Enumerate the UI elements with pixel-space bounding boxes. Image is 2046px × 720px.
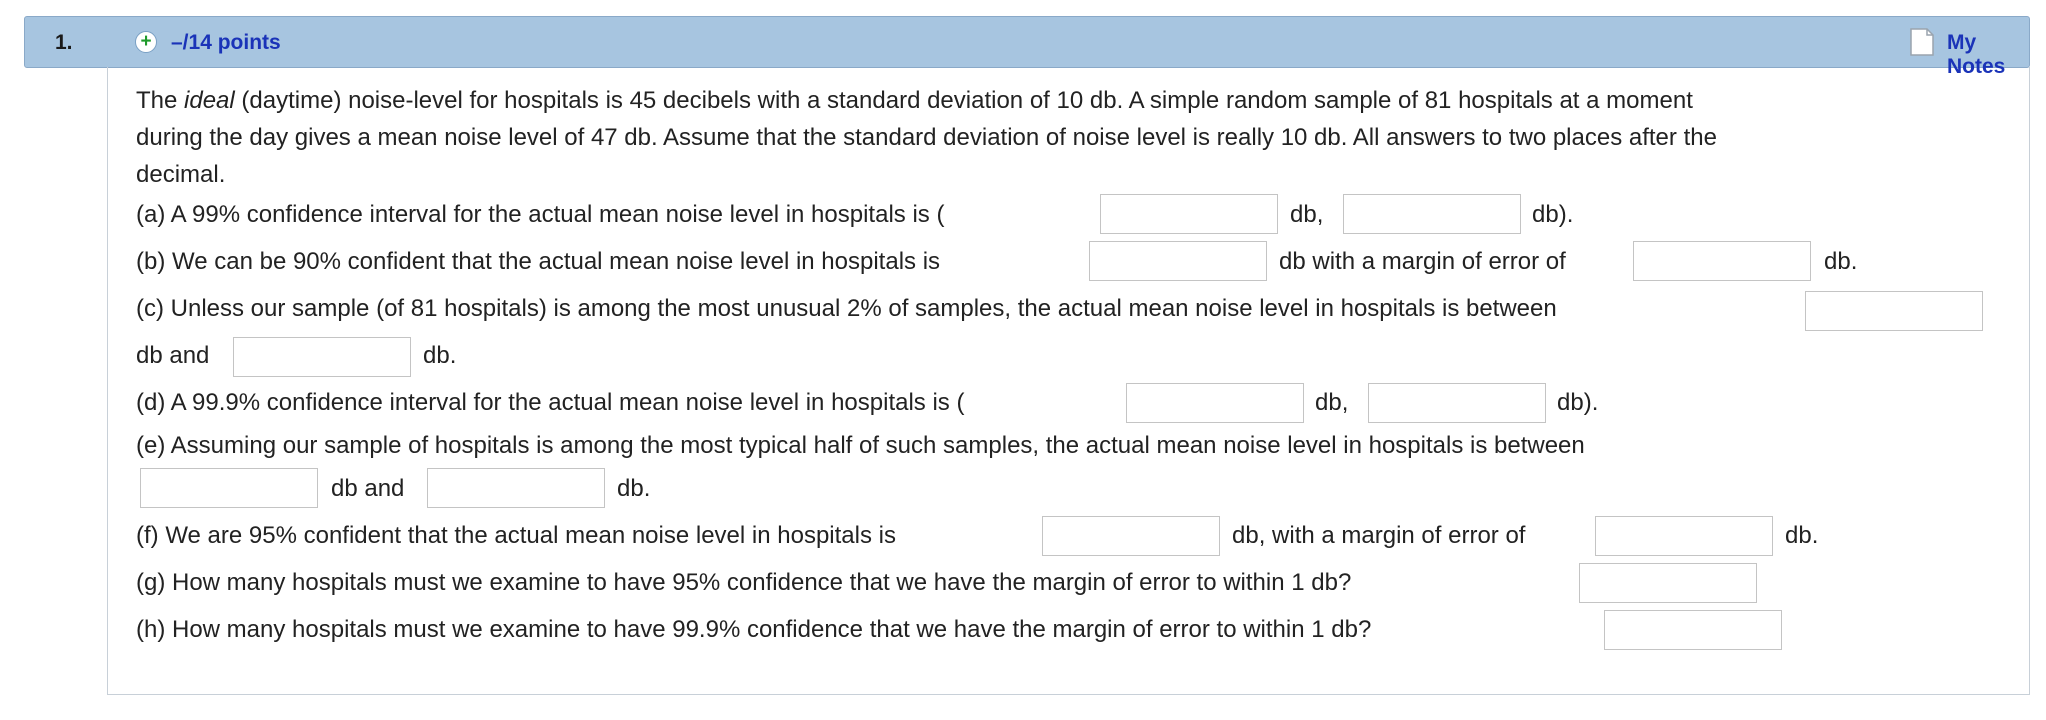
part-f-margin-input[interactable]: [1595, 516, 1773, 556]
part-b-mid: db with a margin of error of: [1279, 248, 1566, 275]
part-g-input[interactable]: [1579, 563, 1757, 603]
part-c-lower-input[interactable]: [1805, 291, 1983, 331]
part-e-end: db.: [617, 475, 651, 502]
part-a-upper-input[interactable]: [1343, 194, 1521, 234]
part-a-mid: db,: [1290, 201, 1324, 228]
part-b-margin-input[interactable]: [1633, 241, 1811, 281]
part-b-estimate-input[interactable]: [1089, 241, 1267, 281]
part-d-lower-input[interactable]: [1126, 383, 1304, 423]
part-e-lower-input[interactable]: [140, 468, 318, 508]
part-d-upper-input[interactable]: [1368, 383, 1546, 423]
intro-line-1: The ideal (daytime) noise-level for hospitals is 45 decibels with a standard deviation of 10 db. A simple random sample of 81 hospitals at a moment: [136, 87, 1693, 114]
part-g-text: (g) How many hospitals must we examine to have 95% confidence that we have the margin of error to within 1 db?: [136, 569, 1352, 596]
part-c-end: db.: [423, 342, 457, 369]
points-label[interactable]: –/14 points: [171, 31, 281, 54]
question-number: 1.: [55, 31, 73, 54]
part-a-lower-input[interactable]: [1100, 194, 1278, 234]
part-d-end: db).: [1557, 389, 1599, 416]
question-header: [24, 16, 2030, 78]
intro-line-3: decimal.: [136, 161, 226, 188]
part-h-input[interactable]: [1604, 610, 1782, 650]
part-e-mid: db and: [331, 475, 405, 502]
part-c-mid: db and: [136, 342, 210, 369]
part-c-upper-input[interactable]: [233, 337, 411, 377]
part-d-mid: db,: [1315, 389, 1349, 416]
expand-plus-icon[interactable]: +: [135, 31, 157, 53]
part-a-end: db).: [1532, 201, 1574, 228]
part-d-text: (d) A 99.9% confidence interval for the actual mean noise level in hospitals is (: [136, 389, 965, 416]
part-c-text: (c) Unless our sample (of 81 hospitals) is among the most unusual 2% of samples, the actual mean noise level in hospitals is between: [136, 295, 1557, 322]
part-b-end: db.: [1824, 248, 1858, 275]
part-b-text: (b) We can be 90% confident that the actual mean noise level in hospitals is: [136, 248, 941, 275]
note-page-icon[interactable]: [1909, 27, 1935, 57]
part-e-text: (e) Assuming our sample of hospitals is among the most typical half of such samples, the actual mean noise level in hospitals is between: [136, 432, 1585, 459]
part-f-end: db.: [1785, 522, 1819, 549]
part-a-text: (a) A 99% confidence interval for the actual mean noise level in hospitals is (: [136, 201, 945, 228]
ideal-emphasis: ideal: [184, 87, 235, 114]
part-f-estimate-input[interactable]: [1042, 516, 1220, 556]
intro-line-2: during the day gives a mean noise level of 47 db. Assume that the standard deviation of noise level is really 10 db. All answers to two places after the: [136, 124, 1717, 151]
part-e-upper-input[interactable]: [427, 468, 605, 508]
part-f-text: (f) We are 95% confident that the actual mean noise level in hospitals is: [136, 522, 896, 549]
part-f-mid: db, with a margin of error of: [1232, 522, 1526, 549]
part-h-text: (h) How many hospitals must we examine to have 99.9% confidence that we have the margin of error to within 1 db?: [136, 616, 1372, 643]
my-notes-link[interactable]: My Notes: [1947, 31, 2006, 78]
